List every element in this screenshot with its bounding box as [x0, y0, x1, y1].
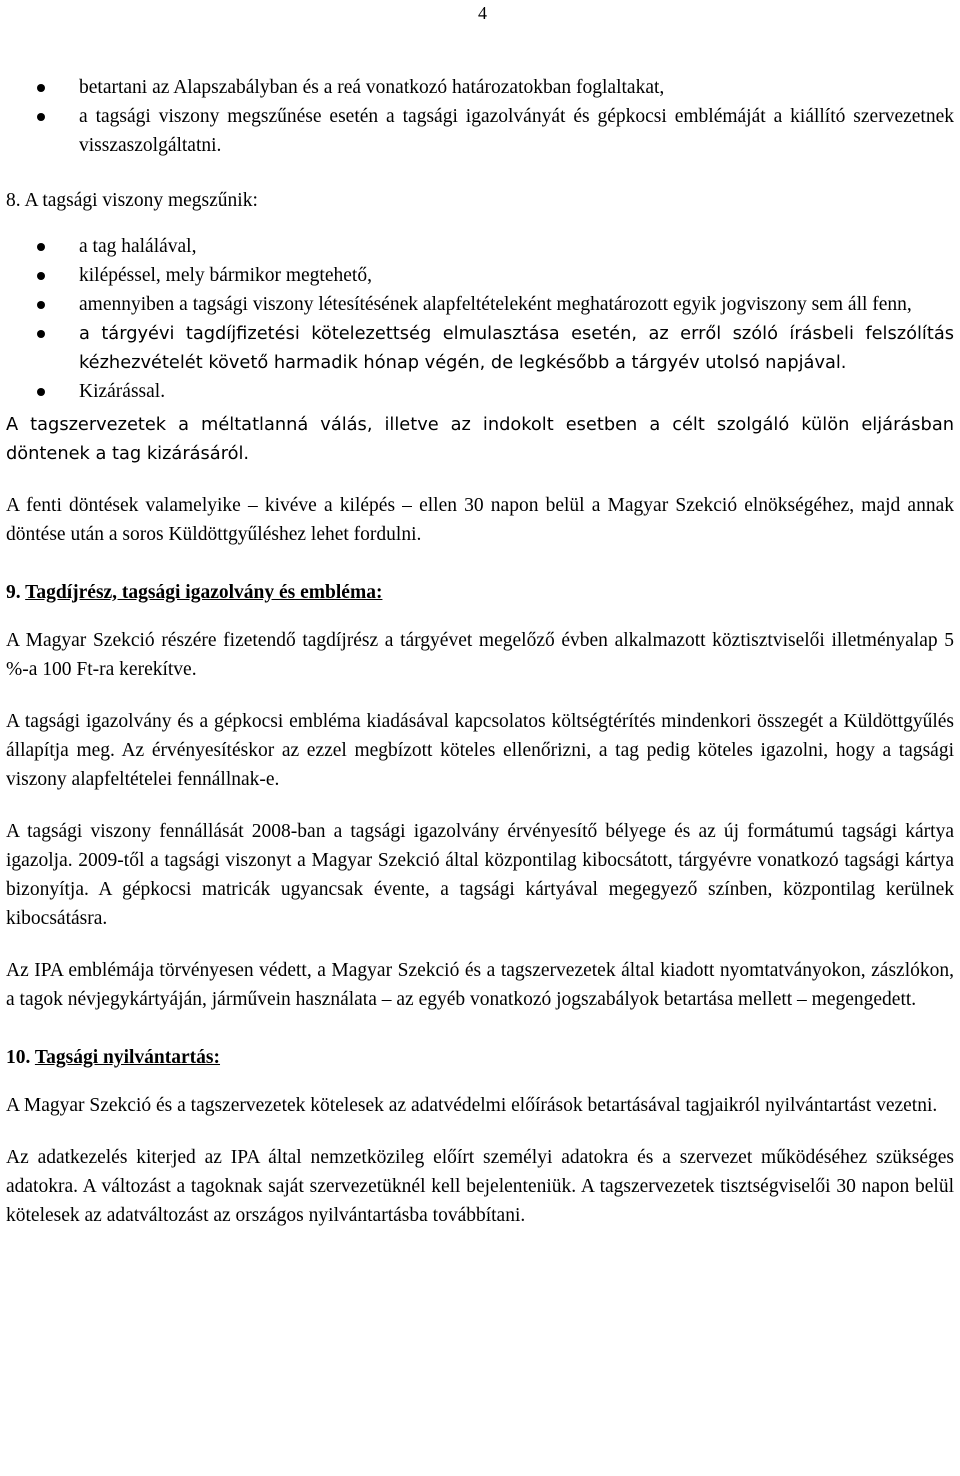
- paragraph: Az adatkezelés kiterjed az IPA által nemzetközileg előírt személyi adatokra és a szervezet működéséhez szükséges adatokra. A változást a tagoknak saját szervezetüknél kell bejelenteniük. A tagszervezetek tisztségviselői 30 napon belül kötelesek az adatváltozást az országos nyilvántartásba továbbítani.: [6, 1147, 954, 1226]
- list-item: amennyiben a tagsági viszony létesítésének alapfeltételeként meghatározott egyik jogviszony sem áll fenn,: [6, 290, 954, 319]
- list-item: betartani az Alapszabályban és a reá vonatkozó határozatokban foglaltakat,: [6, 73, 954, 102]
- top-bullet-list: [6, 73, 954, 160]
- termination-list: [6, 232, 954, 406]
- section-9-number: 9.: [6, 582, 21, 603]
- paragraph: Az IPA emblémája törvényesen védett, a Magyar Szekció és a tagszervezetek által kiadott nyomtatványokon, zászlókon, a tagok névjegykártyáján, járművein használata – az egyéb vonatkozó jogszabályok betartása mellett – megengedett.: [6, 960, 954, 1010]
- paragraph: A fenti döntések valamelyike – kivéve a kilépés – ellen 30 napon belül a Magyar Szekció elnökségéhez, majd annak döntése után a soros Küldöttgyűléshez lehet fordulni.: [6, 495, 954, 545]
- list-item: a tag halálával,: [6, 232, 954, 261]
- paragraph: A Magyar Szekció és a tagszervezetek kötelesek az adatvédelmi előírások betartásával tagjaikról nyilvántartást vezetni.: [6, 1095, 938, 1116]
- section-10-number: 10.: [6, 1047, 31, 1068]
- paragraph: A tagsági igazolvány és a gépkocsi embléma kiadásával kapcsolatos költségtérítés mindenkori összegét a Küldöttgyűlés állapítja meg. Az érvényesítéskor az ezzel megbízott köteles ellenőrizni, a tag pedig köteles igazolni, hogy a tagsági viszony alapfeltételei fennállnak-e.: [6, 711, 954, 790]
- section-9-heading: [6, 578, 954, 607]
- section-8-title: A tagsági viszony megszűnik:: [24, 190, 258, 211]
- page-number: 4: [478, 3, 487, 23]
- paragraph: A tagsági viszony fennállását 2008-ban a tagsági igazolvány érvényesítő bélyege és az új formátumú tagsági kártya igazolja. 2009-től a tagsági viszonyt a Magyar Szekció által központilag kibocsátott, tárgyévre vonatkozó tagsági kártya bizonyítja. A gépkocsi matricák ugyancsak évente, a tagsági kártyával megegyező színben, központilag kerülnek kibocsátásra.: [6, 821, 954, 929]
- section-9-title: Tagdíjrész, tagsági igazolvány és embléma:: [25, 582, 383, 603]
- section-8-number: 8.: [6, 190, 21, 211]
- section-8-heading: [6, 186, 954, 215]
- paragraph: A Magyar Szekció részére fizetendő tagdíjrész a tárgyévet megelőző évben alkalmazott köztisztviselői illetményalap 5 %-a 100 Ft-ra kerekítve.: [6, 630, 954, 680]
- paragraph: A tagszervezetek a méltatlanná válás, illetve az indokolt esetben a célt szolgáló külön eljárásban döntenek a tag kizárásáról.: [6, 414, 954, 464]
- list-item: a tagsági viszony megszűnése esetén a tagsági igazolványát és gépkocsi emblémáját a kiállító szervezetnek visszaszolgáltatni.: [6, 102, 954, 160]
- document-body: [6, 73, 954, 1230]
- list-item: kilépéssel, mely bármikor megtehető,: [6, 261, 954, 290]
- list-item: Kizárással.: [6, 377, 954, 406]
- list-item: a tárgyévi tagdíjfizetési kötelezettség elmulasztása esetén, az erről szóló írásbeli felszólítás kézhezvételét követő harmadik hónap végén, de legkésőbb a tárgyév utolsó napjával.: [6, 319, 954, 377]
- section-10-title: Tagsági nyilvántartás:: [34, 1047, 221, 1068]
- section-10-heading: [6, 1043, 954, 1072]
